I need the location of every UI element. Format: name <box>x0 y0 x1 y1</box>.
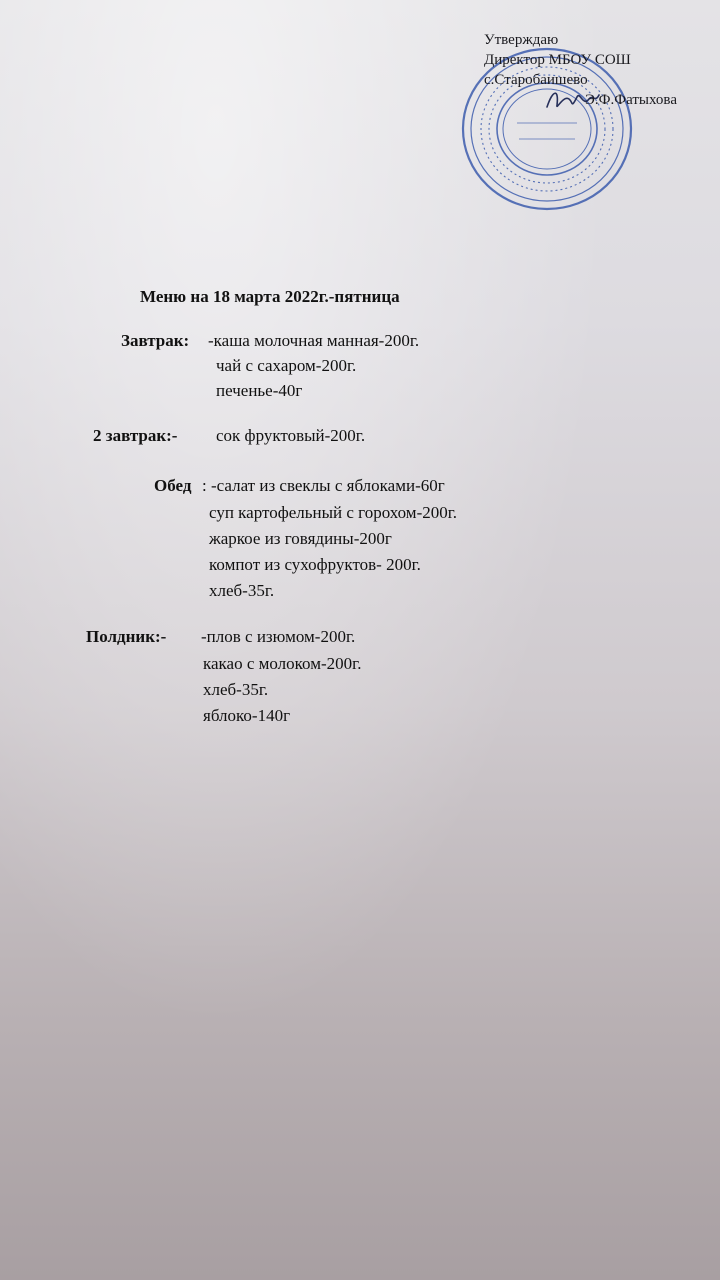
approval-location: с.Старобаишево <box>484 72 588 88</box>
second-breakfast-label: 2 завтрак:- <box>93 426 178 445</box>
breakfast-label: Завтрак: <box>121 331 190 350</box>
lunch-item: хлеб-35г. <box>209 581 275 600</box>
lunch-item: компот из сухофруктов- 200г. <box>209 555 421 574</box>
breakfast-item: печенье-40г <box>216 381 303 400</box>
approval-title: Утверждаю <box>484 32 559 48</box>
lunch-item: жаркое из говядины-200г <box>209 529 392 548</box>
menu-title: Меню на 18 марта 2022г.-пятница <box>140 287 400 306</box>
snack-label: Полдник:- <box>86 627 167 646</box>
approval-name: Э.Ф.Фатыхова <box>585 92 677 108</box>
breakfast-item: чай с сахаром-200г. <box>216 356 357 375</box>
breakfast-item: -каша молочная манная-200г. <box>208 331 420 350</box>
snack-item: хлеб-35г. <box>203 680 269 699</box>
approval-position: Директор МБОУ СОШ <box>484 52 631 68</box>
lunch-item: : -салат из свеклы с яблоками-60г <box>202 476 445 495</box>
snack-item: яблоко-140г <box>203 706 291 725</box>
lunch-label: Обед <box>154 476 192 495</box>
second-breakfast-item: сок фруктовый-200г. <box>216 426 366 445</box>
snack-item: -плов с изюмом-200г. <box>201 627 356 646</box>
snack-item: какао с молоком-200г. <box>203 654 362 673</box>
lunch-item: суп картофельный с горохом-200г. <box>209 503 458 522</box>
